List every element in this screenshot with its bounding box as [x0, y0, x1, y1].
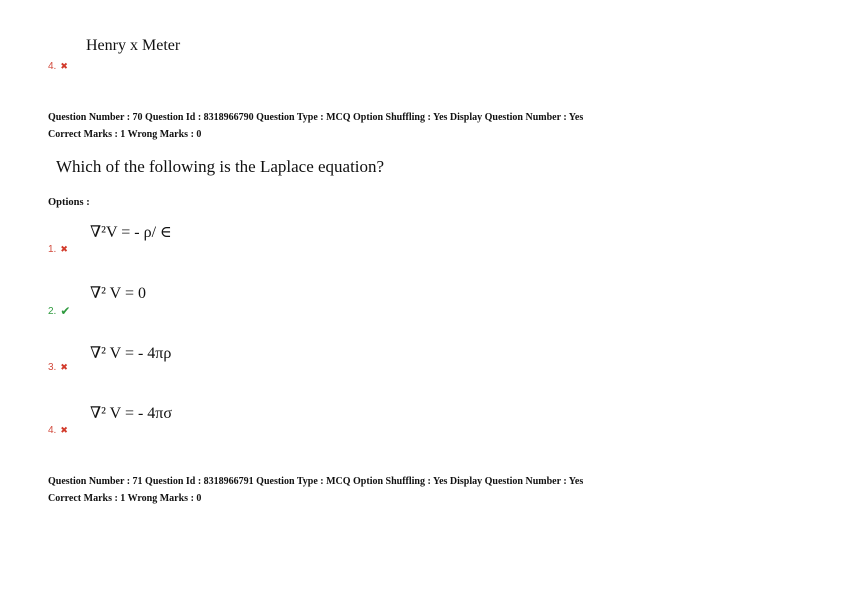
checkmark-icon: ✔ [60, 304, 71, 318]
option-1-text: ∇²V = - ρ/ ∈ [90, 224, 172, 241]
option-number-label: 4. [48, 61, 57, 72]
previous-option-text: Henry x Meter [86, 37, 181, 54]
option-4-text: ∇² V = - 4πσ [90, 405, 172, 422]
wrong-icon: ✖ [60, 425, 68, 435]
question-meta-line1: Question Number : 70 Question Id : 8318966790 Question Type : MCQ Option Shuffling : Yes Display Question Number : Yes [48, 112, 584, 123]
option-number-label: 1. [48, 244, 57, 255]
next-question-meta-line1: Question Number : 71 Question Id : 8318966791 Question Type : MCQ Option Shuffling : Yes Display Question Number : Yes [48, 476, 584, 487]
wrong-icon: ✖ [60, 244, 68, 254]
question-meta-line2: Correct Marks : 1 Wrong Marks : 0 [48, 129, 202, 140]
wrong-icon: ✖ [60, 61, 68, 71]
option-number-label: 2. [48, 305, 57, 317]
question-text: Which of the following is the Laplace equation? [56, 157, 385, 176]
option-number-label: 4. [48, 425, 57, 436]
previous-option-number [48, 61, 68, 72]
option-3-text: ∇² V = - 4πρ [90, 345, 172, 362]
option-2-number [48, 305, 70, 317]
option-3-number [48, 362, 68, 373]
option-4-number [48, 425, 68, 436]
option-1-number [48, 244, 68, 255]
wrong-icon: ✖ [60, 362, 68, 372]
option-number-label: 3. [48, 362, 57, 373]
option-2-text: ∇² V = 0 [90, 285, 146, 302]
options-label: Options : [48, 197, 90, 208]
next-question-meta-line2: Correct Marks : 1 Wrong Marks : 0 [48, 493, 202, 504]
